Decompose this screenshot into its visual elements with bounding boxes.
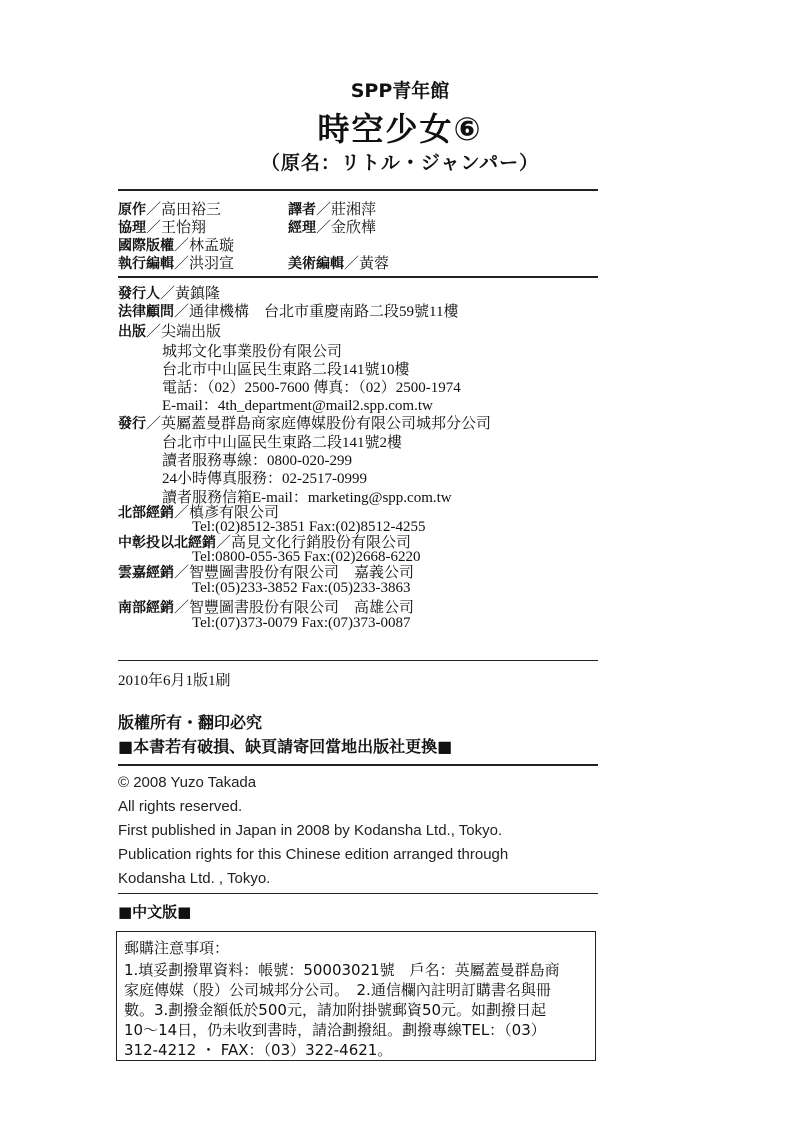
south-distributor: 南部經銷／智豐圖書股份有限公司 高雄公司 bbox=[118, 600, 415, 616]
distribution-line: 發行／英屬蓋曼群島商家庭傳媒股份有限公司城邦分公司 bbox=[118, 416, 492, 432]
press-line: 出版／尖端出版 bbox=[118, 324, 222, 340]
chinese-edition-label: ■中文版■ bbox=[118, 903, 192, 921]
original-title: （原名：リトル・ジャンパー） bbox=[260, 152, 540, 174]
divider-copyright bbox=[118, 893, 598, 894]
central-phone: Tel:0800-055-365 Fax:(02)2668-6220 bbox=[192, 549, 421, 565]
rights-notice: 版權所有・翻印必究 bbox=[118, 713, 263, 732]
credit-intl-rights: 國際版權／林孟璇 bbox=[118, 238, 235, 254]
kodansha-line: Kodansha Ltd. , Tokyo. bbox=[118, 870, 271, 887]
press-address: 台北市中山區民生東路二段141號10樓 bbox=[162, 362, 410, 378]
credit-original-author: 原作／高田裕三 bbox=[118, 202, 222, 218]
mail-order-title: 郵購注意事項： bbox=[124, 939, 230, 957]
mail-order-line: 1.填妥劃撥單資料：帳號：50003021號 戶名：英屬蓋曼群島商 bbox=[124, 961, 560, 979]
press-company: 城邦文化事業股份有限公司 bbox=[162, 344, 343, 360]
legal-line: 法律顧問／通律機構 台北市重慶南路二段59號11樓 bbox=[118, 304, 459, 320]
press-phone: 電話：（02）2500-7600 傳真：（02）2500-1974 bbox=[162, 380, 461, 396]
divider-rights bbox=[118, 764, 598, 766]
mail-order-line: 家庭傳媒（股）公司城邦分公司。 2.通信欄內註明訂購書名與冊 bbox=[124, 981, 551, 999]
first-published-line: First published in Japan in 2008 by Kodansha Ltd., Tokyo. bbox=[118, 822, 503, 839]
fax-service-line: 24小時傳真服務：02-2517-0999 bbox=[162, 471, 367, 487]
mail-order-line: 312-4212 ・ FAX：（03）322-4621。 bbox=[124, 1041, 393, 1059]
south-phone: Tel:(07)373-0079 Fax:(07)373-0087 bbox=[192, 615, 411, 631]
rights-reserved-line: All rights reserved. bbox=[118, 798, 243, 815]
divider-credits bbox=[118, 276, 598, 278]
reader-service-email: 讀者服務信箱E-mail：marketing@spp.com.tw bbox=[162, 490, 452, 506]
reader-service-line: 讀者服務專線：0800-020-299 bbox=[162, 453, 352, 469]
copyright-line: © 2008 Yuzo Takada bbox=[118, 774, 257, 791]
north-distributor: 北部經銷／槙彥有限公司 bbox=[118, 505, 280, 521]
yunjia-phone: Tel:(05)233-3852 Fax:(05)233-3863 bbox=[192, 580, 411, 596]
distribution-address: 台北市中山區民生東路二段141號2樓 bbox=[162, 435, 403, 451]
publication-rights-line: Publication rights for this Chinese edition arranged through bbox=[118, 846, 509, 863]
yunjia-distributor: 雲嘉經銷／智豐圖書股份有限公司 嘉義公司 bbox=[118, 565, 415, 581]
book-title: 時空少女⑥ bbox=[317, 110, 483, 148]
printing-info: 2010年6月1版1刷 bbox=[118, 673, 231, 689]
mail-order-line: 10～14日，仍未收到書時，請洽劃撥組。劃撥專線TEL：（03） bbox=[124, 1021, 546, 1039]
credit-art-editor: 美術編輯／黃蓉 bbox=[288, 256, 390, 272]
divider-publishing bbox=[118, 660, 598, 661]
press-email: E-mail：4th_department@mail2.spp.com.tw bbox=[162, 398, 433, 414]
north-phone: Tel:(02)8512-3851 Fax:(02)8512-4255 bbox=[192, 519, 426, 535]
damage-notice: ■本書若有破損、缺頁請寄回當地出版社更換■ bbox=[118, 737, 453, 756]
credit-translator: 譯者／莊湘萍 bbox=[288, 202, 377, 218]
credit-manager: 經理／金欣樺 bbox=[288, 220, 377, 236]
credit-coordinator: 協理／王怡翔 bbox=[118, 220, 207, 236]
divider-top bbox=[118, 189, 598, 191]
central-distributor: 中彰投以北經銷／高見文化行銷股份有限公司 bbox=[118, 535, 412, 551]
publisher-line: 發行人／黃鎮隆 bbox=[118, 286, 221, 302]
series-name: SPP青年館 bbox=[350, 80, 450, 102]
credit-exec-editor: 執行編輯／洪羽宣 bbox=[118, 256, 235, 272]
mail-order-line: 數。3.劃撥金額低於500元，請加附掛號郵資50元。如劃撥日起 bbox=[124, 1001, 547, 1019]
